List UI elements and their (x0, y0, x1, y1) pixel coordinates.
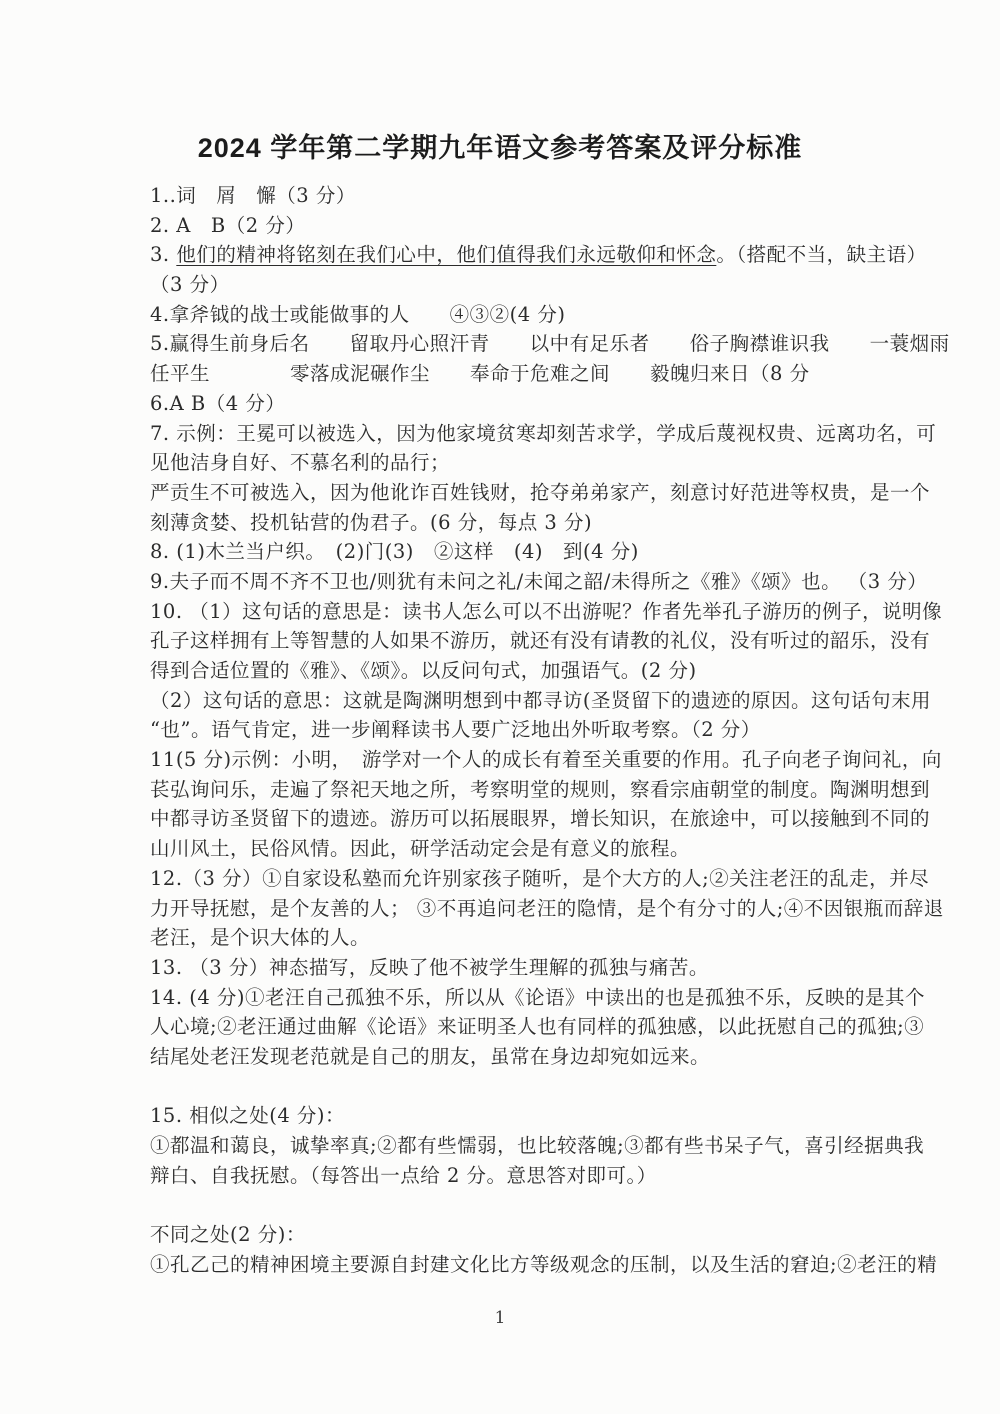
answer-line-q15-diff-heading: 不同之处(2 分)： (150, 1223, 306, 1247)
answer-line-q7-1: 7. 示例：王冕可以被选入，因为他家境贫寒却刻苦求学，学成后蔑视权贵、远离功名，可 (150, 421, 937, 445)
q3-error-note: 。（搭配不当，缺主语） (716, 243, 927, 267)
answer-line-q15-1: ①都温和蔼良，诚挚率真;②都有些懦弱，也比较落魄;③都有些书呆子气，喜引经据典我 (150, 1134, 925, 1157)
answer-line-q9: 9.夫子而不周不齐不卫也/则犹有未问之礼/未闻之韶/未得所之《雅》《颂》也。 （3 分） (150, 569, 928, 593)
answer-line-q10-5: “也”。语气肯定，进一步阐释读书人要广泛地出外听取考察。（2 分） (150, 718, 761, 742)
answer-line-q10-4: （2）这句话的意思：这就是陶渊明想到中都寻访(圣贤留下的遗迹的原因。这句话句末用 (150, 688, 932, 712)
answer-line-q15-2: 辩白、自我抚慰。（每答出一点给 2 分。意思答对即可。） (150, 1163, 657, 1187)
answer-line-q12-3: 老汪，是个识大体的人。 (150, 926, 371, 950)
answer-line-q15-heading: 15. 相似之处(4 分)： (150, 1104, 346, 1128)
answer-line-q14-3: 结尾处老汪发现老范就是自己的朋友，虽常在身边却宛如远来。 (150, 1044, 711, 1068)
answer-line-q15-diff-1: ①孔乙己的精神困境主要源自封建文化比方等级观念的压制，以及生活的窘迫;②老汪的精 (150, 1252, 938, 1276)
q3-number: 3. (150, 243, 177, 267)
answer-line-q4: 4.拿斧钺的战士或能做事的人 ④③②(4 分) (150, 302, 566, 326)
answer-line-q10-2: 孔子这样拥有上等智慧的人如果不游历，就还有没有请教的礼仪，没有听过的韶乐，没有 (150, 629, 931, 653)
answer-line-q14-1: 14. (4 分)①老汪自己孤独不乐，所以从《论语》中读出的也是孤独不乐，反映的是其个 (150, 985, 926, 1009)
answer-line-q14-2: 人心境;②老汪通过曲解《论语》来证明圣人也有同样的孤独感，以此抚慰自己的孤独;③ (150, 1015, 925, 1039)
answer-line-q10-3: 得到合适位置的《雅》、《颂》。以反问句式，加强语气。(2 分) (150, 659, 697, 682)
answer-line-q7-2: 见他洁身自好、不慕名利的品行； (150, 451, 451, 475)
answer-line-q7-3: 严贡生不可被选入，因为他讹诈百姓钱财，抢夺弟弟家产，刻意讨好范进等权贵，是一个 (150, 480, 931, 504)
answer-line-q3-score: （3 分） (150, 273, 230, 297)
answer-line-q2: 2. A B（2 分） (150, 213, 306, 237)
blank-line (150, 1072, 862, 1102)
answer-line-q1: 1..词 屑 懈（3 分） (150, 184, 356, 207)
answer-line-q8: 8. (1)木兰当户织。 (2)门(3) ②这样 (4) 到(4 分) (150, 540, 639, 564)
answer-key-content (150, 181, 950, 1279)
blank-line (150, 1190, 862, 1220)
answer-line-q11-1: 11(5 分)示例：小明， 游学对一个人的成长有着至关重要的作用。孔子向老子询问礼，向 (150, 748, 942, 772)
q3-corrected-sentence: 他们的精神将铭刻在我们心中，他们值得我们永远敬仰和怀念 (176, 243, 717, 267)
answer-line-q13: 13. （3 分）神态描写，反映了他不被学生理解的孤独与痛苦。 (150, 955, 709, 979)
answer-line-q12-2: 力开导抚慰，是个友善的人； ③不再追问老汪的隐情，是个有分寸的人;④不因银瓶而辞退 (150, 896, 944, 920)
answer-line-q5-1: 5.赢得生前身后名 留取丹心照汗青 以中有足乐者 俗子胸襟谁识我 一蓑烟雨 (150, 332, 950, 356)
answer-line-q11-2: 苌弘询问乐，走遍了祭祀天地之所，考察明堂的规则，察看宗庙朝堂的制度。陶渊明想到 (150, 777, 931, 801)
answer-line-q5-2: 任平生 零落成泥碾作尘 奉命于危难之间 毅魄归来日（8 分 (150, 362, 810, 386)
answer-line-q11-3: 中都寻访圣贤留下的遗迹。游历可以拓展眼界，增长知识，在旅途中，可以接触到不同的 (150, 807, 931, 831)
answer-line-q7-4: 刻薄贪婪、投机钻营的伪君子。(6 分，每点 3 分) (150, 510, 593, 534)
answer-line-q11-4: 山川风土，民俗风情。因此，研学活动定会是有意义的旅程。 (150, 837, 691, 861)
answer-line-q3 (150, 240, 927, 270)
answer-line-q12-1: 12.（3 分）①自家设私塾而允许别家孩子随听，是个大方的人;②关注老汪的乱走，并尽 (150, 866, 930, 890)
answer-line-q6: 6.A B（4 分） (150, 391, 286, 415)
answer-line-q10-1: 10. （1）这句话的意思是：读书人怎么可以不出游呢？作者先举孔子游历的例子，说明像 (150, 599, 943, 623)
page-number: 1 (494, 1308, 506, 1328)
page-title: 2024 学年第二学期九年语文参考答案及评分标准 (197, 133, 803, 163)
